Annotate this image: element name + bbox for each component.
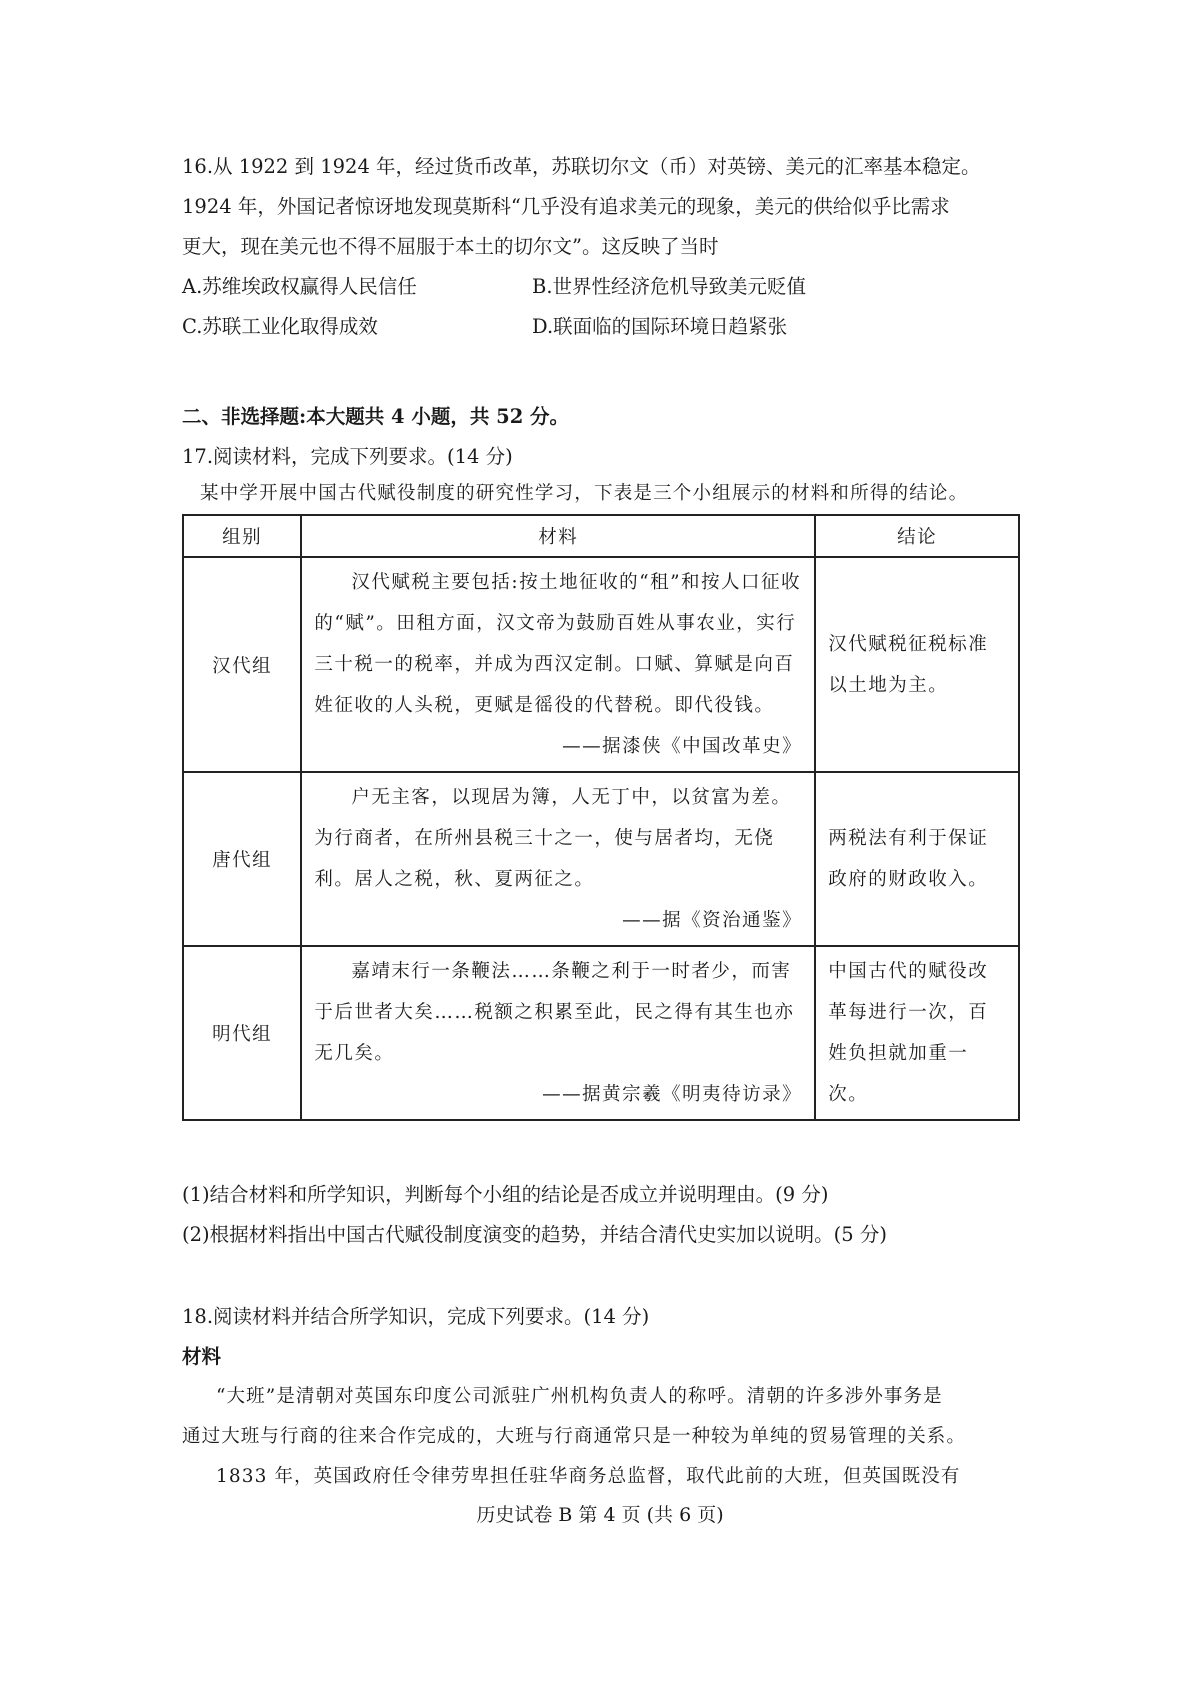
q16-option-c: C.苏联工业化取得成效 <box>182 315 378 338</box>
header-group: 组别 <box>183 515 301 557</box>
q16-option-d: D.联面临的国际环境日趋紧张 <box>532 315 788 338</box>
material-text: 户无主客，以现居为簿，人无丁中，以贫富为差。为行商者，在所州县税三十之一，使与居者均，无侥利。居人之税，秋、夏两征之。 <box>314 787 792 890</box>
table-row <box>183 772 1019 946</box>
tax-table <box>182 514 1020 1121</box>
section-heading: 二、非选择题:本大题共 4 小题，共 52 分。 <box>182 405 570 428</box>
table-row <box>183 946 1019 1120</box>
page-footer: 历史试卷 B 第 4 页 (共 6 页) <box>476 1504 724 1526</box>
table-header-row <box>183 515 1019 557</box>
conclusion-cell: 汉代赋税征税标准以土地为主。 <box>815 557 1019 772</box>
material-cell <box>301 772 815 946</box>
material-text: 嘉靖末行一条鞭法……条鞭之利于一时者少，而害于后世者大矣……税额之积累至此，民之得有其生也亦无几矣。 <box>314 961 795 1064</box>
q18-paragraph-2-line-1: 1833 年，英国政府任令律劳卑担任驻华商务总监督，取代此前的大班，但英国既没有 <box>216 1466 961 1487</box>
q18-paragraph-1-line-1: “大班”是清朝对英国东印度公司派驻广州机构负责人的称呼。清朝的许多涉外事务是 <box>216 1386 943 1407</box>
material-text: 汉代赋税主要包括:按土地征收的“租”和按人口征收的“赋”。田租方面，汉文帝为鼓励百姓从事农业，实行三十税一的税率，并成为西汉定制。口赋、算赋是向百姓征收的人头税，更赋是徭役的代替税。即代役钱。 <box>314 572 802 716</box>
q17-title: 17.阅读材料，完成下列要求。(14 分) <box>182 445 513 468</box>
q17-sub-question-2: (2)根据材料指出中国古代赋役制度演变的趋势，并结合清代史实加以说明。(5 分) <box>182 1223 887 1246</box>
q16-option-b: B.世界性经济危机导致美元贬值 <box>532 275 807 298</box>
header-material: 材料 <box>301 515 815 557</box>
q18-material-label: 材料 <box>182 1345 222 1368</box>
q18-title: 18.阅读材料并结合所学知识，完成下列要求。(14 分) <box>182 1305 650 1328</box>
conclusion-cell: 两税法有利于保证政府的财政收入。 <box>815 772 1019 946</box>
q16-stem-line-2: 1924 年，外国记者惊讶地发现莫斯科“几乎没有追求美元的现象，美元的供给似乎比需求 <box>182 195 950 218</box>
group-cell: 明代组 <box>183 946 301 1120</box>
q17-sub-question-1: (1)结合材料和所学知识，判断每个小组的结论是否成立并说明理由。(9 分) <box>182 1183 829 1206</box>
material-source: ——据《资治通鉴》 <box>622 910 803 931</box>
table-row <box>183 557 1019 772</box>
header-conclusion: 结论 <box>815 515 1019 557</box>
group-cell: 汉代组 <box>183 557 301 772</box>
q18-paragraph-1-line-2: 通过大班与行商的往来合作完成的，大班与行商通常只是一种较为单纯的贸易管理的关系。 <box>182 1426 967 1447</box>
q16-stem-line-3: 更大，现在美元也不得不屈服于本土的切尔文”。这反映了当时 <box>182 235 719 258</box>
group-cell: 唐代组 <box>183 772 301 946</box>
q16-stem-line-1: 16.从 1922 到 1924 年，经过货币改革，苏联切尔文（币）对英镑、美元的汇率基本稳定。 <box>182 155 981 178</box>
material-source: ——据漆侠《中国改革史》 <box>562 736 803 757</box>
q16-option-a: A.苏维埃政权赢得人民信任 <box>182 275 417 298</box>
material-cell <box>301 946 815 1120</box>
q17-intro: 某中学开展中国古代赋役制度的研究性学习，下表是三个小组展示的材料和所得的结论。 <box>200 483 969 504</box>
material-source: ——据黄宗羲《明夷待访录》 <box>542 1084 803 1105</box>
material-cell <box>301 557 815 772</box>
conclusion-cell: 中国古代的赋役改革每进行一次，百姓负担就加重一次。 <box>815 946 1019 1120</box>
